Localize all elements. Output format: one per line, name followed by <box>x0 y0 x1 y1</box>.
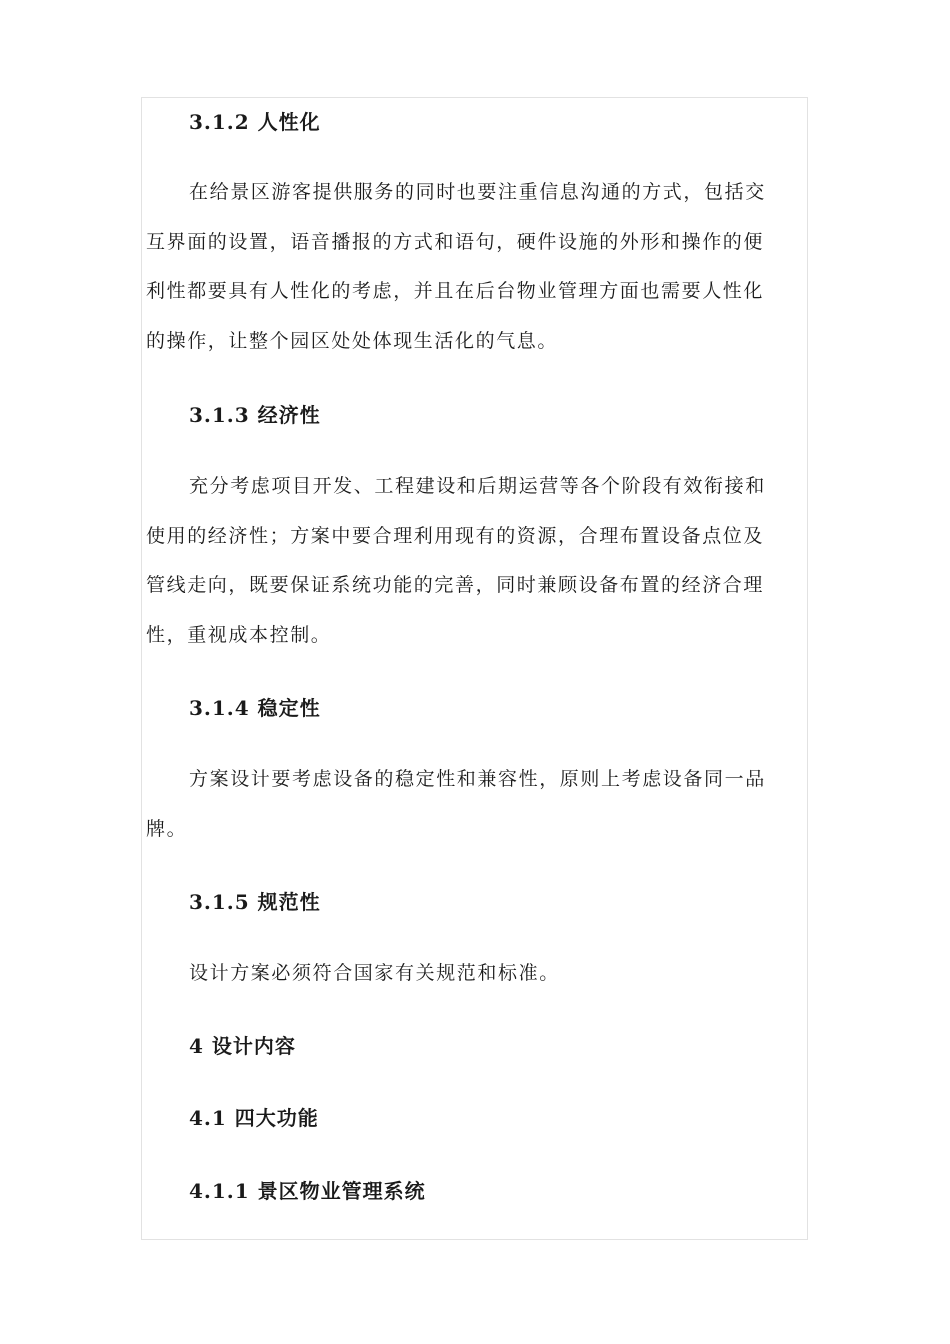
body-line: 互界面的设置，语音播报的方式和语句，硬件设施的外形和操作的便 <box>146 230 765 253</box>
section-body-3-1-2 <box>146 168 810 366</box>
body-line: 利性都要具有人性化的考虑，并且在后台物业管理方面也需要人性化 <box>146 280 765 302</box>
section-heading-3-1-3: 3.1.3 经济性 <box>189 403 321 427</box>
section-heading-3-1-5: 3.1.5 规范性 <box>189 890 321 914</box>
section-body-3-1-5 <box>146 949 810 999</box>
body-line: 在给景区游客提供服务的同时也要注重信息沟通的方式，包括交 <box>189 181 766 203</box>
section-heading-4-1: 4.1 四大功能 <box>189 1106 319 1130</box>
body-line: 牌。 <box>146 817 188 840</box>
body-line: 充分考虑项目开发、工程建设和后期运营等各个阶段有效衔接和 <box>189 475 766 497</box>
body-line: 性，重视成本控制。 <box>146 623 332 646</box>
section-heading-4-1-1: 4.1.1 景区物业管理系统 <box>189 1179 426 1203</box>
section-heading-3-1-2: 3.1.2 人性化 <box>189 110 321 134</box>
body-line: 的操作，让整个园区处处体现生活化的气息。 <box>146 329 559 352</box>
chapter-heading-4: 4 设计内容 <box>189 1034 296 1058</box>
body-line: 使用的经济性；方案中要合理利用现有的资源，合理布置设备点位及 <box>146 524 765 547</box>
body-line: 管线走向，既要保证系统功能的完善，同时兼顾设备布置的经济合理 <box>146 574 765 596</box>
section-body-3-1-4 <box>146 755 810 854</box>
body-line: 设计方案必须符合国家有关规范和标准。 <box>189 962 560 984</box>
section-heading-3-1-4: 3.1.4 稳定性 <box>189 696 321 720</box>
body-line: 方案设计要考虑设备的稳定性和兼容性，原则上考虑设备同一品 <box>189 768 766 790</box>
section-body-3-1-3 <box>146 462 810 660</box>
